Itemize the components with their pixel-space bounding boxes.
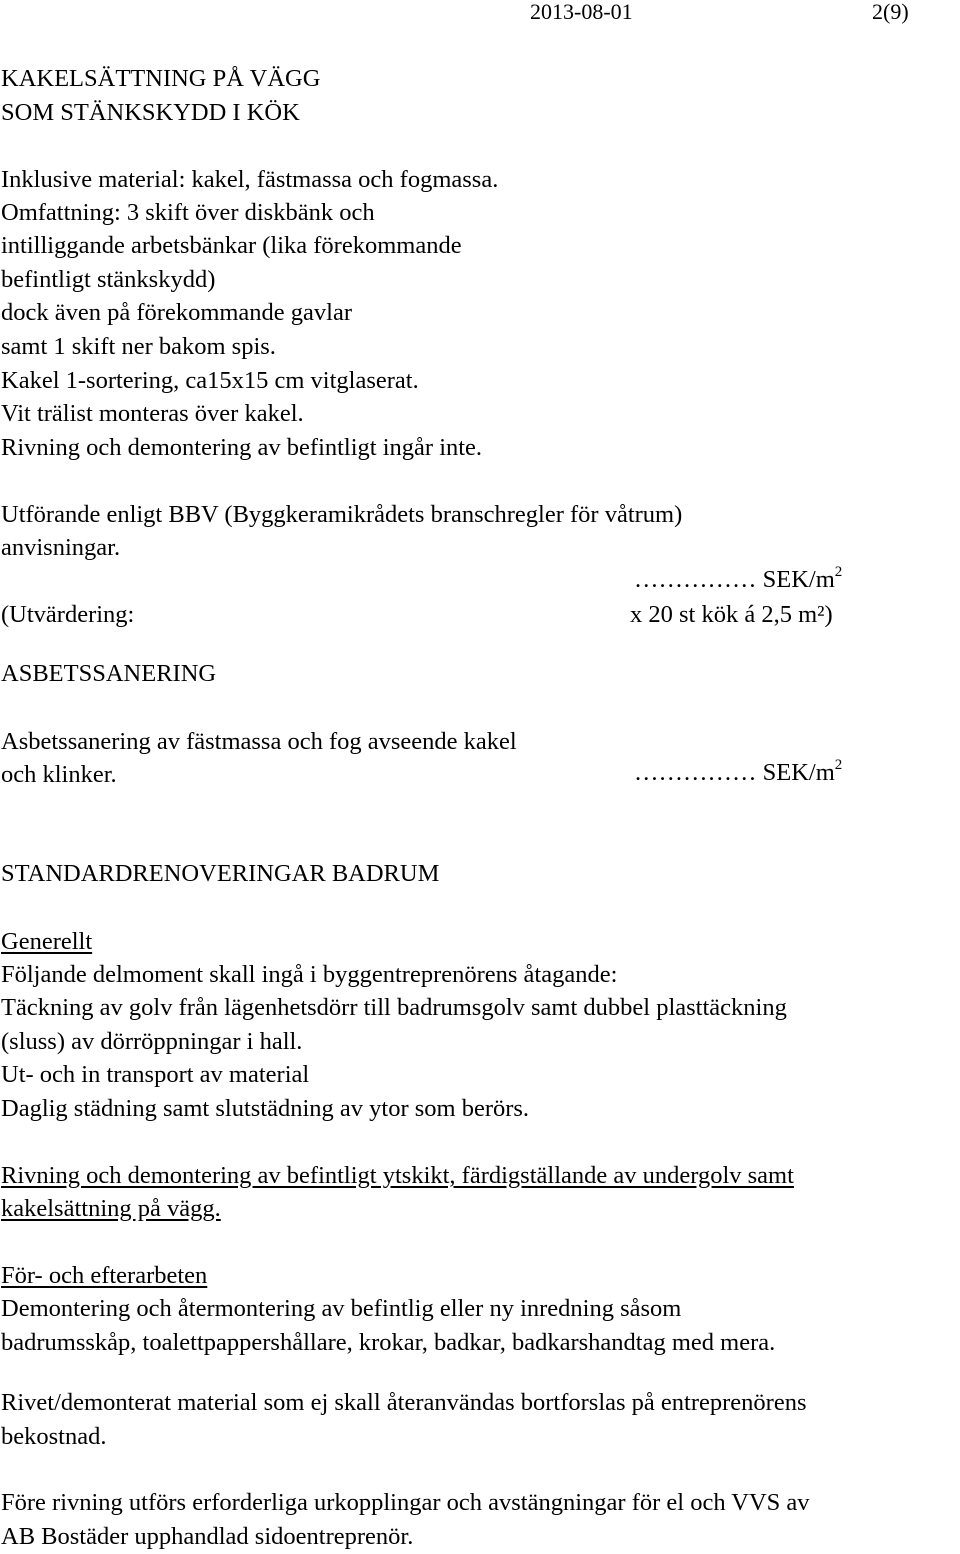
- asbest-line1: Asbetssanering av fästmassa och fog avseende kakel: [1, 728, 517, 755]
- fore-line1: Före rivning utförs erforderliga urkopplingar och avstängningar för el och VVS av: [1, 1489, 810, 1516]
- generellt-line: (sluss) av dörröppningar i hall.: [1, 1028, 303, 1055]
- kakel-text-line: intilliggande arbetsbänkar (lika förekommande: [1, 232, 462, 259]
- price-dots: ……………: [634, 759, 757, 786]
- utvardering-value: x 20 st kök á 2,5 m²): [630, 601, 833, 628]
- for-line2: badrumsskåp, toalettpappershållare, krokar, badkar, badkarshandtag med mera.: [1, 1329, 776, 1356]
- kakel-text-line: Vit trälist monteras över kakel.: [1, 400, 304, 427]
- section-title-asbest: ASBETSSANERING: [1, 660, 217, 687]
- fore-line2: AB Bostäder upphandlad sidoentreprenör.: [1, 1523, 414, 1550]
- price-unit-exponent: 2: [834, 757, 843, 773]
- page-number: 2(9): [872, 0, 909, 24]
- subheading-for-och-efterarbeten: För- och efterarbeten: [1, 1262, 208, 1289]
- price-unit: SEK/m: [762, 759, 835, 786]
- kakel-price-field: [634, 564, 843, 593]
- section-title-badrum: STANDARDRENOVERINGAR BADRUM: [1, 860, 440, 887]
- section-title-kakel-line1: KAKELSÄTTNING PÅ VÄGG: [1, 65, 321, 92]
- price-unit: SEK/m: [762, 566, 835, 593]
- kakel-text-line: Inklusive material: kakel, fästmassa och fogmassa.: [1, 166, 499, 193]
- utforande-line1: Utförande enligt BBV (Byggkeramikrådets branschregler för våtrum): [1, 501, 683, 528]
- rivet-line2: bekostnad.: [1, 1423, 107, 1450]
- kakel-text-line: Omfattning: 3 skift över diskbänk och: [1, 199, 375, 226]
- document-date: 2013-08-01: [530, 0, 633, 24]
- utforande-line2: anvisningar.: [1, 534, 121, 561]
- kakel-text-line: samt 1 skift ner bakom spis.: [1, 333, 276, 360]
- price-unit-exponent: 2: [834, 564, 843, 580]
- generellt-line: Följande delmoment skall ingå i byggentreprenörens åtagande:: [1, 961, 618, 988]
- asbest-price-field: [634, 757, 843, 786]
- for-line1: Demontering och återmontering av befintlig eller ny inredning såsom: [1, 1295, 682, 1322]
- utvardering-label: (Utvärdering:: [1, 601, 135, 628]
- generellt-line: Daglig städning samt slutstädning av ytor som berörs.: [1, 1095, 530, 1122]
- rivet-line1: Rivet/demonterat material som ej skall återanvändas bortforslas på entreprenörens: [1, 1389, 807, 1416]
- generellt-line: Täckning av golv från lägenhetsdörr till badrumsgolv samt dubbel plasttäckning: [1, 994, 787, 1021]
- rivning-line2: kakelsättning på vägg.: [1, 1195, 221, 1222]
- rivning-line1: Rivning och demontering av befintligt ytskikt, färdigställande av undergolv samt: [1, 1162, 794, 1189]
- section-title-kakel-line2: SOM STÄNKSKYDD I KÖK: [1, 99, 300, 126]
- kakel-text-line: dock även på förekommande gavlar: [1, 299, 353, 326]
- asbest-line2: och klinker.: [1, 761, 117, 788]
- generellt-line: Ut- och in transport av material: [1, 1061, 310, 1088]
- price-dots: ……………: [634, 566, 757, 593]
- kakel-text-line: befintligt stänkskydd): [1, 266, 216, 293]
- subheading-generellt: Generellt: [1, 928, 93, 955]
- kakel-text-line: Rivning och demontering av befintligt ingår inte.: [1, 434, 483, 461]
- kakel-text-line: Kakel 1-sortering, ca15x15 cm vitglaserat.: [1, 367, 419, 394]
